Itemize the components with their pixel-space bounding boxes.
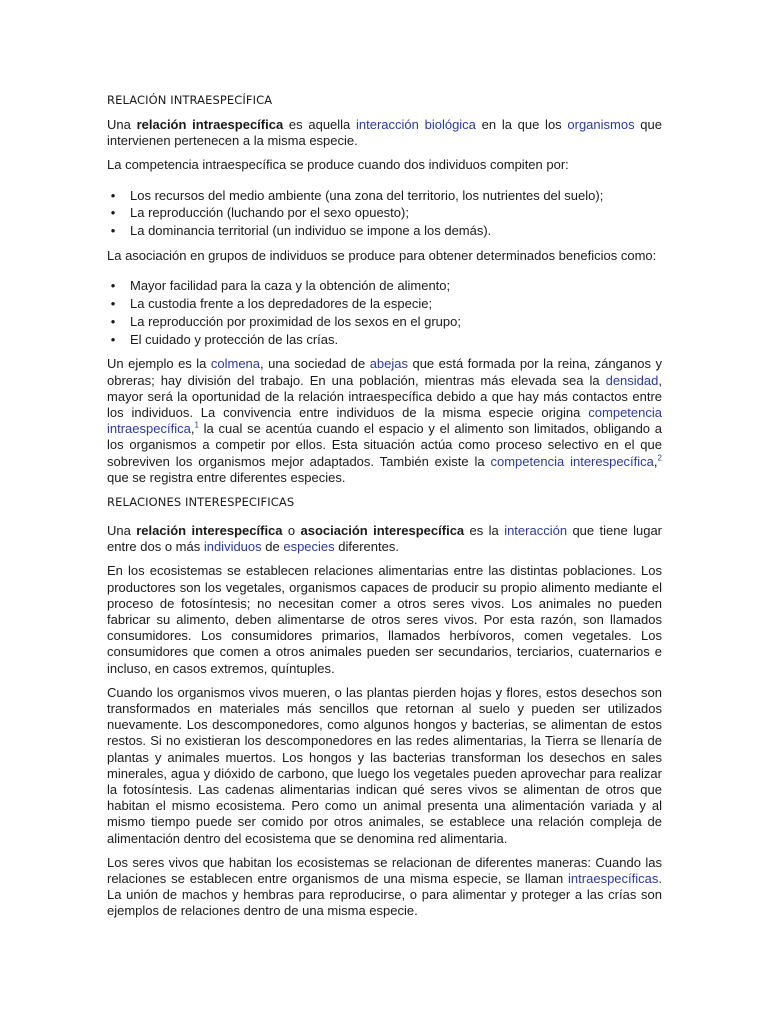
text-run: Una: [107, 117, 137, 132]
text-run: es la: [464, 523, 505, 539]
section-heading-interspecific: RELACIONES INTERESPECIFICAS: [107, 495, 295, 510]
link-abejas[interactable]: abejas: [369, 356, 408, 372]
bullet-icon: •: [110, 187, 116, 203]
paragraph-definition-interspecific: [107, 523, 662, 555]
list-item-text: La reproducción por proximidad de los sexos en el grupo;: [130, 313, 461, 329]
link-especies[interactable]: especies: [283, 539, 335, 555]
list-item-text: La reproducción (luchando por el sexo opuesto);: [130, 205, 409, 221]
text-run: que se registra entre diferentes especies.: [107, 469, 346, 485]
bold-term: relación intraespecífica: [136, 117, 284, 132]
text-run: en la que los: [475, 117, 568, 132]
footnote-ref-2[interactable]: 2: [657, 453, 662, 463]
link-individuos[interactable]: individuos: [203, 539, 262, 555]
list-item: [107, 187, 662, 205]
list-item: [107, 295, 662, 313]
bullet-icon: •: [110, 296, 116, 311]
list-item-text: Los recursos del medio ambiente (una zona del territorio, los nutrientes del suelo);: [130, 187, 604, 203]
paragraph-food-relations: En los ecosistemas se establecen relaciones alimentarias entre las distintas poblaciones. Los productores son los vegetales, organismos capaces de producir su propio alimento mediante el proceso de fotosíntesis; no necesitan comer a otros seres vivos. Los animales no pueden fabricar su alimento, deben alimentarse de otros seres vivos. Por esta razón, son llamados consumidores. Los consumidores primarios, llamados herbívoros, comen vegetales. Los consumidores que comen a otros animales pueden ser secundarios, terciarios, cuaternarios e incluso, en casos extremos, quíntuples.: [107, 563, 662, 676]
text-run: de: [261, 539, 284, 555]
text-run: , una sociedad de: [260, 356, 370, 372]
paragraph-ecosystem-relations: [107, 855, 662, 920]
link-colmena[interactable]: colmena: [210, 356, 261, 372]
bullet-list-competition: [107, 187, 662, 240]
bullet-icon: •: [110, 223, 116, 239]
bullet-icon: •: [110, 331, 116, 347]
link-densidad[interactable]: densidad: [605, 372, 659, 388]
text-run: que está formada por la reina, zánganos y obreras; hay división del trabajo. En una población, mientras más elevada sea la: [107, 356, 662, 388]
text-run: Los seres vivos que habitan los ecosistemas se relacionan de diferentes maneras: Cuando las relaciones se establecen entre organismos de una misma especie, se llaman: [107, 854, 662, 887]
list-item: [107, 222, 662, 240]
list-item: [107, 277, 662, 295]
text-run: Una: [107, 523, 137, 539]
text-run: que intervienen pertenecen a la misma especie.: [107, 117, 662, 149]
bold-term: asociación interespecífica: [300, 523, 465, 539]
list-item-text: La dominancia territorial (un individuo se impone a los demás).: [130, 223, 492, 239]
list-item: [107, 204, 662, 222]
text-run: . La unión de machos y hembras para reproducirse, o para alimentar y proteger a las crías son ejemplos de relaciones dentro de una misma especie.: [107, 871, 662, 919]
list-item: [107, 313, 662, 331]
bold-term: relación interespecífica: [136, 523, 283, 539]
bullet-icon: •: [110, 205, 116, 221]
link-interaccion[interactable]: interacción: [504, 523, 568, 539]
paragraph-competition-intro: La competencia intraespecífica se produce cuando dos individuos compiten por:: [107, 157, 569, 173]
text-run: ,: [190, 421, 195, 437]
paragraph-decomposers: Cuando los organismos vivos mueren, o las plantas pierden hojas y flores, estos desechos son transformados en materiales más sencillos que retornan al suelo y pueden ser utilizados nuevamente. Los descomponedores, como algunos hongos y bacterias, se alimentan de estos restos. Si no existieran los descomponedores en las redes alimentarias, la Tierra se llenaría de plantas y animales muertos. Los hongos y las bacterias transforman los desechos en sales minerales, agua y dióxido de carbono, que luego los vegetales pueden aprovechar para realizar la fotosíntesis. Las cadenas alimentarias indican qué seres vivos se alimentan de otros que habitan el mismo ecosistema. Pero como un animal presenta una alimentación variada y al mismo tiempo puede ser comido por otros animales, se establece una relación compleja de alimentación dentro del ecosistema que se denomina red alimentaria.: [107, 684, 662, 846]
text-run: , mayor será la oportunidad de la relación intraespecífica debido a que hay más contactos entre los individuos. La convivencia entre individuos de la misma especie origina: [107, 372, 662, 420]
bullet-icon: •: [110, 313, 116, 329]
link-competencia-interespecifica[interactable]: competencia interespecífica: [490, 453, 654, 469]
list-item-text: Mayor facilidad para la caza y la obtención de alimento;: [130, 278, 451, 294]
text-run: ,: [653, 453, 658, 469]
link-interaccion-biologica[interactable]: interacción biológica: [356, 117, 476, 132]
text-run: Un ejemplo es la: [107, 356, 211, 372]
list-item: [107, 331, 662, 349]
paragraph-association-intro: La asociación en grupos de individuos se produce para obtener determinados beneficios como:: [107, 248, 657, 263]
text-run: o: [282, 523, 301, 539]
list-item-text: La custodia frente a los depredadores de la especie;: [130, 296, 433, 311]
footnote-ref-1[interactable]: 1: [194, 420, 199, 430]
link-intraespecificas[interactable]: intraespecíficas: [568, 871, 659, 887]
list-item-text: El cuidado y protección de las crías.: [130, 331, 339, 347]
section-heading-intraspecific: RELACIÓN INTRAESPECÍFICA: [107, 93, 273, 107]
link-competencia-intraespecifica[interactable]: competencia intraespecífica: [107, 405, 662, 437]
paragraph-definition-intraspecific: [107, 117, 662, 149]
text-run: la cual se acentúa cuando el espacio y el alimento son limitados, obligando a los organismos a competir por ellos. Esta situación actúa como proceso selectivo en el que sobreviven los organismos mejor adaptados. También existe la: [107, 421, 662, 469]
bullet-icon: •: [110, 278, 116, 294]
paragraph-beehive-example: [107, 356, 662, 486]
bullet-list-benefits: [107, 277, 662, 348]
text-run: es aquella: [283, 117, 357, 132]
text-run: que tiene lugar entre dos o más: [107, 523, 663, 555]
link-organismos[interactable]: organismos: [567, 117, 635, 132]
text-run: diferentes.: [334, 539, 399, 555]
